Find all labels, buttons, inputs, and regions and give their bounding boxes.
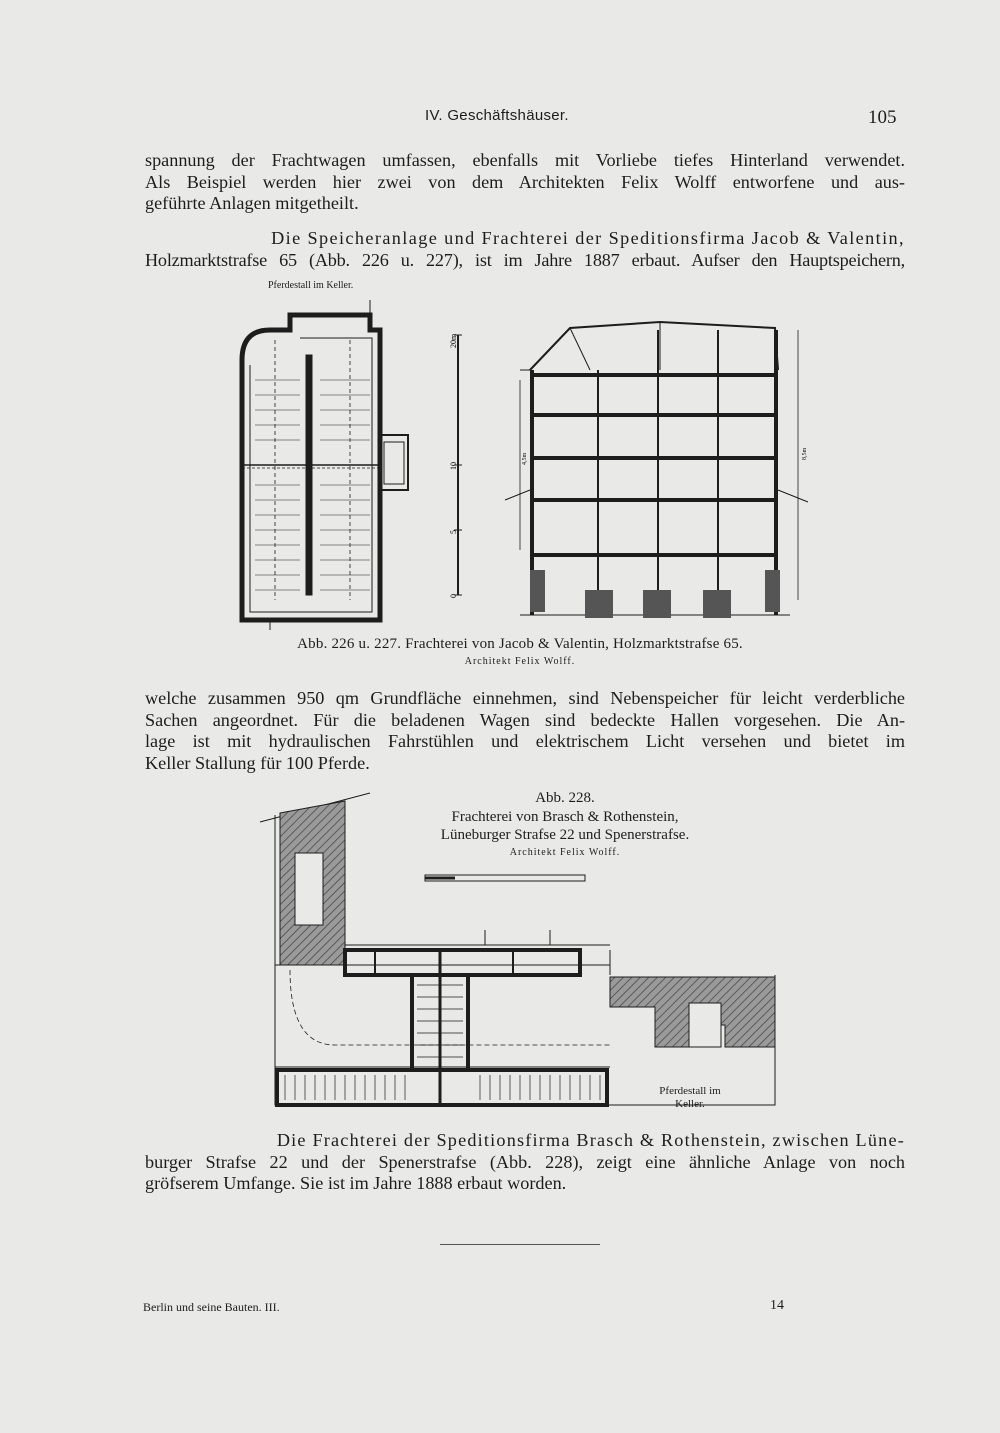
text-line: Die Speicheranlage und Frachterei der Speditionsfirma Jacob & Valentin,	[271, 228, 905, 248]
figure-number: Abb. 228.	[535, 790, 595, 806]
dimension-label: 8,5m	[802, 447, 808, 460]
text-line: Sachen angeordnet. Für die beladenen Wagen sind bedeckte Hallen vorgesehen. Die An-	[145, 709, 905, 730]
paragraph-3	[145, 688, 905, 774]
text-line: burger Strafse 22 und der Spenerstrafse (Abb. 228), zeigt eine ähnliche Anlage von noch	[145, 1151, 905, 1172]
scale-label: 5	[449, 530, 458, 534]
paragraph-2	[145, 228, 905, 271]
figure-architect: Architekt Felix Wolff.	[464, 656, 576, 667]
section-foundations	[530, 570, 780, 618]
figure-226-227	[230, 290, 830, 630]
footer-sheet-number: 14	[770, 1298, 784, 1313]
scale-label: 10	[449, 462, 458, 470]
plan-label: Pferdestall im	[659, 1085, 721, 1097]
central-building	[277, 950, 607, 1105]
floor-plan-drawing	[242, 300, 408, 630]
figure-title-line: Lüneburger Strafse 22 und Spenerstrafse.	[440, 827, 690, 843]
text-line: gröfserem Umfange. Sie ist im Jahre 1888 erbaut worden.	[145, 1173, 567, 1193]
plan-label: Keller.	[675, 1098, 705, 1110]
scale-label: 20m	[449, 333, 458, 348]
dimension-label: 4,5m	[522, 452, 528, 465]
text-line: geführte Anlagen mitgetheilt.	[145, 193, 359, 213]
paragraph-4	[145, 1130, 905, 1195]
text-line: welche zusammen 950 qm Grundfläche einnehmen, sind Nebenspeicher für leicht verderbliche	[145, 688, 905, 708]
scale-label: 0	[449, 594, 458, 598]
stall-hatching	[285, 985, 600, 1100]
text-line: spannung der Frachtwagen umfassen, ebenfalls mit Vorliebe tiefes Hinterland verwendet.	[145, 150, 905, 170]
figure-228	[255, 785, 795, 1115]
divider-rule	[440, 1244, 600, 1245]
running-header: IV. Geschäftshäuser.	[425, 107, 569, 124]
scale-bar-2	[425, 875, 585, 881]
figure-caption: Abb. 226 u. 227. Frachterei von Jacob & Valentin, Holzmarktstrafse 65.	[297, 636, 743, 652]
paragraph-1	[145, 150, 905, 215]
page-number: 105	[868, 107, 897, 128]
plan-label: Pferdestall im Keller.	[268, 280, 354, 291]
text-line: Holzmarktstrafse 65 (Abb. 226 u. 227), ist im Jahre 1887 erbaut. Aufser den Hauptspeichern,	[145, 249, 905, 270]
text-line: lage ist mit hydraulischen Fahrstühlen und elektrischem Licht versehen und bietet im	[145, 731, 905, 751]
section-drawing	[505, 322, 808, 615]
text-line: Keller Stallung für 100 Pferde.	[145, 752, 370, 773]
hatched-neighbour-buildings	[280, 801, 775, 1047]
figure-title-line: Frachterei von Brasch & Rothenstein,	[451, 809, 679, 825]
footer-signature: Berlin und seine Bauten. III.	[143, 1300, 280, 1314]
text-line: Als Beispiel werden hier zwei von dem Architekten Felix Wolff entworfene und aus-	[145, 171, 905, 192]
text-line: Die Frachterei der Speditionsfirma Brasch & Rothenstein, zwischen Lüne-	[276, 1130, 905, 1150]
figure-architect: Architekt Felix Wolff.	[509, 847, 621, 858]
